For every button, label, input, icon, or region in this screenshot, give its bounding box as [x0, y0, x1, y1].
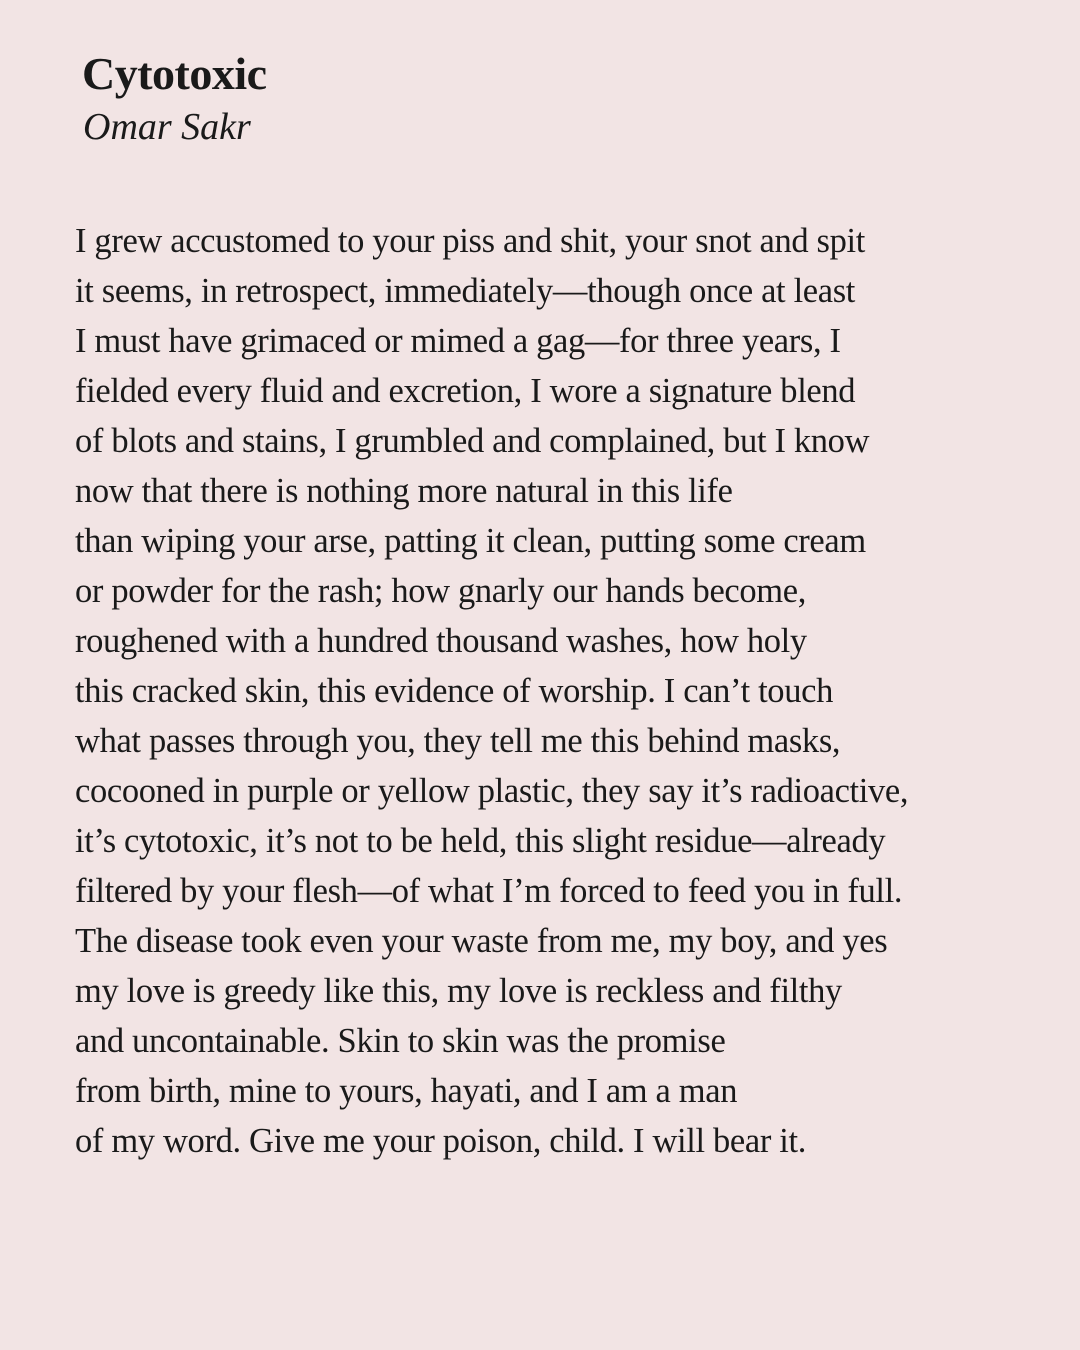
poem-line: now that there is nothing more natural in this life [75, 472, 733, 510]
poem-line: it seems, in retrospect, immediately—though once at least [75, 272, 856, 310]
poem-line: this cracked skin, this evidence of worship. I can’t touch [75, 672, 833, 710]
poem-line: filtered by your flesh—of what I’m forced to feed you in full. [75, 872, 903, 910]
poem-title: Cytotoxic [82, 48, 267, 99]
poem-line: from birth, mine to yours, hayati, and I am a man [75, 1072, 738, 1110]
poem-line: cocooned in purple or yellow plastic, they say it’s radioactive, [75, 772, 909, 810]
poem-line: I grew accustomed to your piss and shit, your snot and spit [75, 222, 865, 260]
poem-body [75, 216, 908, 1166]
poem-line: of my word. Give me your poison, child. I will bear it. [75, 1122, 806, 1160]
poem-line: fielded every fluid and excretion, I wore a signature blend [75, 372, 856, 410]
poem-line: The disease took even your waste from me, my boy, and yes [75, 922, 888, 960]
poem-author: Omar Sakr [83, 106, 251, 148]
poem-line: my love is greedy like this, my love is reckless and filthy [75, 972, 842, 1010]
poem-line: I must have grimaced or mimed a gag—for three years, I [75, 322, 841, 360]
poem-line: than wiping your arse, patting it clean, putting some cream [75, 522, 866, 560]
poem-line: of blots and stains, I grumbled and complained, but I know [75, 422, 870, 460]
poem-line: roughened with a hundred thousand washes, how holy [75, 622, 807, 660]
poem-line: what passes through you, they tell me this behind masks, [75, 722, 841, 760]
poem-line: and uncontainable. Skin to skin was the promise [75, 1022, 726, 1060]
poem-line: it’s cytotoxic, it’s not to be held, this slight residue—already [75, 822, 886, 860]
poem-line: or powder for the rash; how gnarly our hands become, [75, 572, 806, 610]
